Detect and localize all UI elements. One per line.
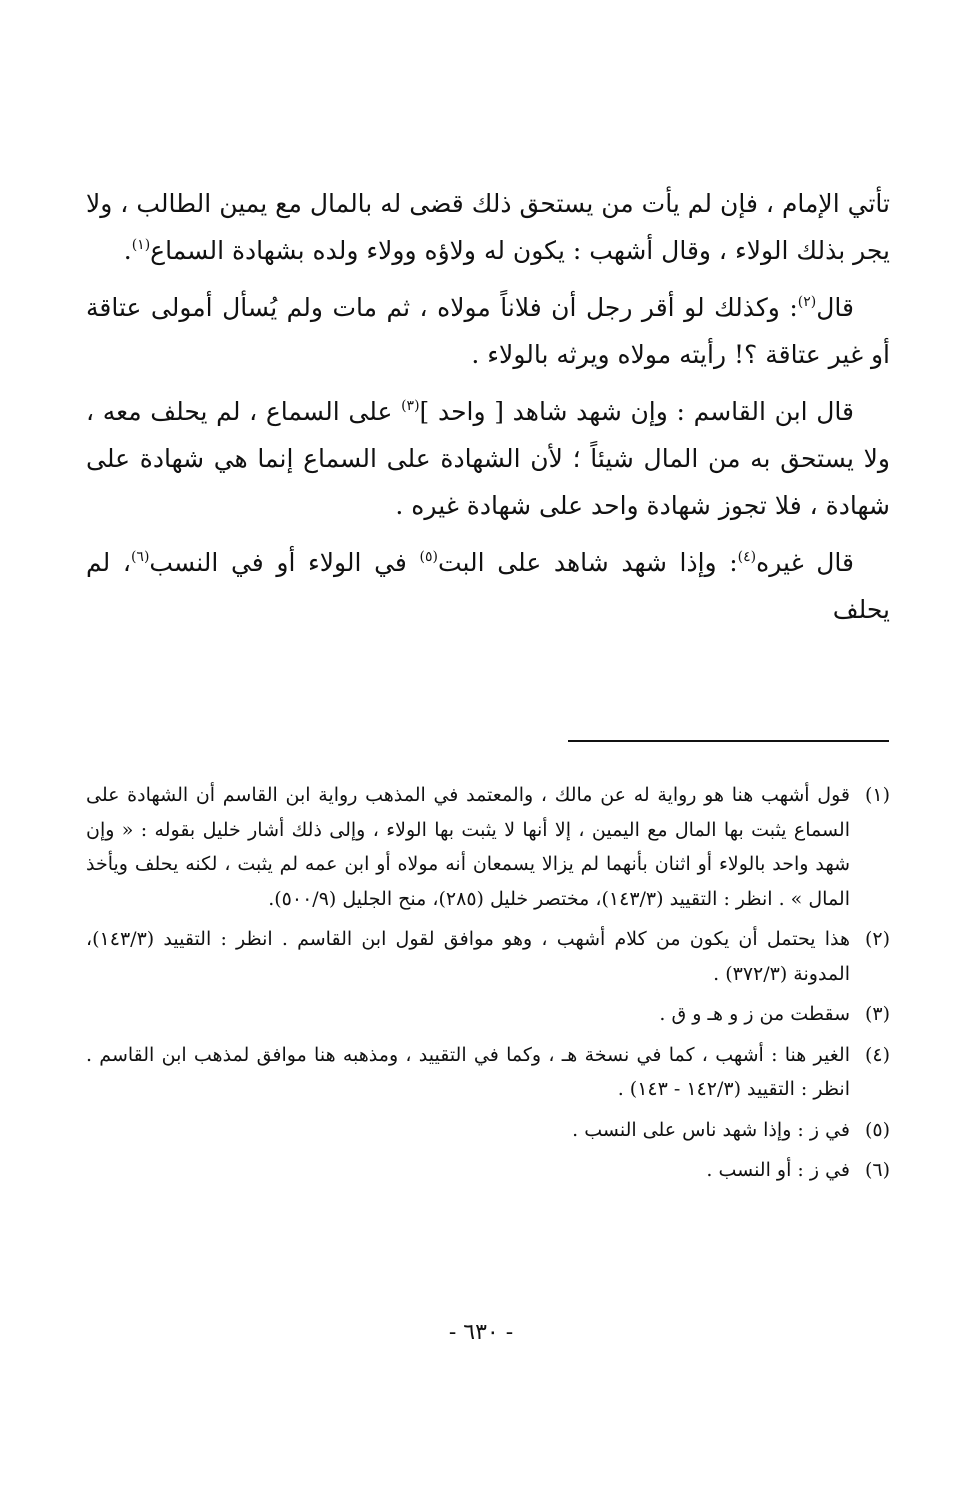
- footnote-text: هذا يحتمل أن يكون من كلام أشهب ، وهو موافق لقول ابن القاسم . انظر : التقييد (١٤٣/٣)، المدونة (٣٧٢/٣) .: [86, 928, 850, 985]
- footnote-separator: [568, 740, 889, 742]
- text-run: على السماع ، لم يحلف معه ، ولا يستحق به من المال شيئاً ؛ لأن الشهادة على السماع إنما هي شهادة على شهادة ، فلا تجوز شهادة واحد على شهادة غيره .: [86, 397, 890, 520]
- paragraph: [86, 180, 890, 274]
- footnote: [86, 1153, 890, 1188]
- text-run: قال ابن القاسم : وإن شهد شاهد [ واحد ]: [419, 397, 854, 426]
- footnote-number: (٣): [864, 1003, 890, 1025]
- text-run: ، لم يحلف: [86, 548, 890, 624]
- footnote-number: (١): [864, 784, 890, 806]
- footnote: [86, 997, 890, 1032]
- footnote-text: في ز : أو النسب .: [706, 1159, 850, 1181]
- text-run: : وكذلك لو أقر رجل أن فلاناً مولاه ، ثم مات ولم يُسأل أمولى عتاقة أو غير عتاقة ؟! رأيته مولاه ويرثه بالولاء .: [86, 293, 890, 369]
- paragraph: [86, 284, 890, 378]
- footnote-text: سقطت من ز و هـ و ق .: [659, 1003, 850, 1025]
- footnote-text: في ز : وإذا شهد ناس على النسب .: [572, 1118, 850, 1141]
- page-number: - ٦٣٠ -: [448, 1320, 514, 1345]
- text-run: في الولاء أو في النسب: [149, 548, 420, 577]
- footnote-text: الغير هنا : أشهب ، كما في نسخة هـ ، وكما في التقييد ، ومذهبه هنا موافق لمذهب ابن القاسم . انظر : التقييد (١٤٢/٣ - ١٤٣) .: [86, 1043, 850, 1100]
- footnote-number: (٢): [864, 928, 890, 950]
- footnote-reference[interactable]: (٦): [130, 549, 150, 565]
- footnote: [86, 1113, 890, 1148]
- footnote-number: (٥): [864, 1118, 890, 1141]
- footnote-reference[interactable]: (٣): [401, 398, 420, 414]
- text-run: قال غيره: [756, 548, 854, 577]
- footnote: [86, 778, 890, 916]
- footnote: [86, 922, 890, 991]
- footnote-reference[interactable]: (٤): [737, 549, 757, 565]
- footnotes: [86, 778, 890, 1194]
- text-run: .: [123, 236, 132, 265]
- footnote-text: قول أشهب هنا هو رواية له عن مالك ، والمعتمد في المذهب رواية ابن القاسم أن الشهادة على السماع يثبت بها المال مع اليمين ، إلا أنها لا يثبت بها الولاء ، وإلى ذلك أشار خليل بقوله : « وإن شهد واحد بالولاء أو اثنان بأنهما لم يزالا يسمعان أنه مولاه أو ابن عمه لم يثبت ، لكنه يحلف ويأخذ المال » . انظر : التقييد (١٤٣/٣)، مختصر خليل (٢٨٥)، منح الجليل (٥٠٠/٩).: [86, 784, 850, 910]
- paragraph: [86, 539, 890, 633]
- text-run: تأتي الإمام ، فإن لم يأت من يستحق ذلك قضى له بالمال مع يمين الطالب ، ولا يجر بذلك الولاء ، وقال أشهب : يكون له ولاؤه وولاء ولده بشهادة السماع: [86, 189, 890, 265]
- footnote: [86, 1038, 890, 1107]
- footnote-reference[interactable]: (٢): [797, 294, 817, 310]
- paragraph: [86, 388, 890, 529]
- footnote-number: (٦): [864, 1159, 890, 1181]
- text-run: قال: [816, 293, 854, 322]
- text-run: : وإذا شهد شاهد على البت: [437, 548, 738, 577]
- footnote-number: (٤): [864, 1043, 890, 1066]
- footnote-reference[interactable]: (١): [131, 237, 151, 253]
- footnote-reference[interactable]: (٥): [419, 549, 438, 565]
- main-text: [86, 180, 890, 643]
